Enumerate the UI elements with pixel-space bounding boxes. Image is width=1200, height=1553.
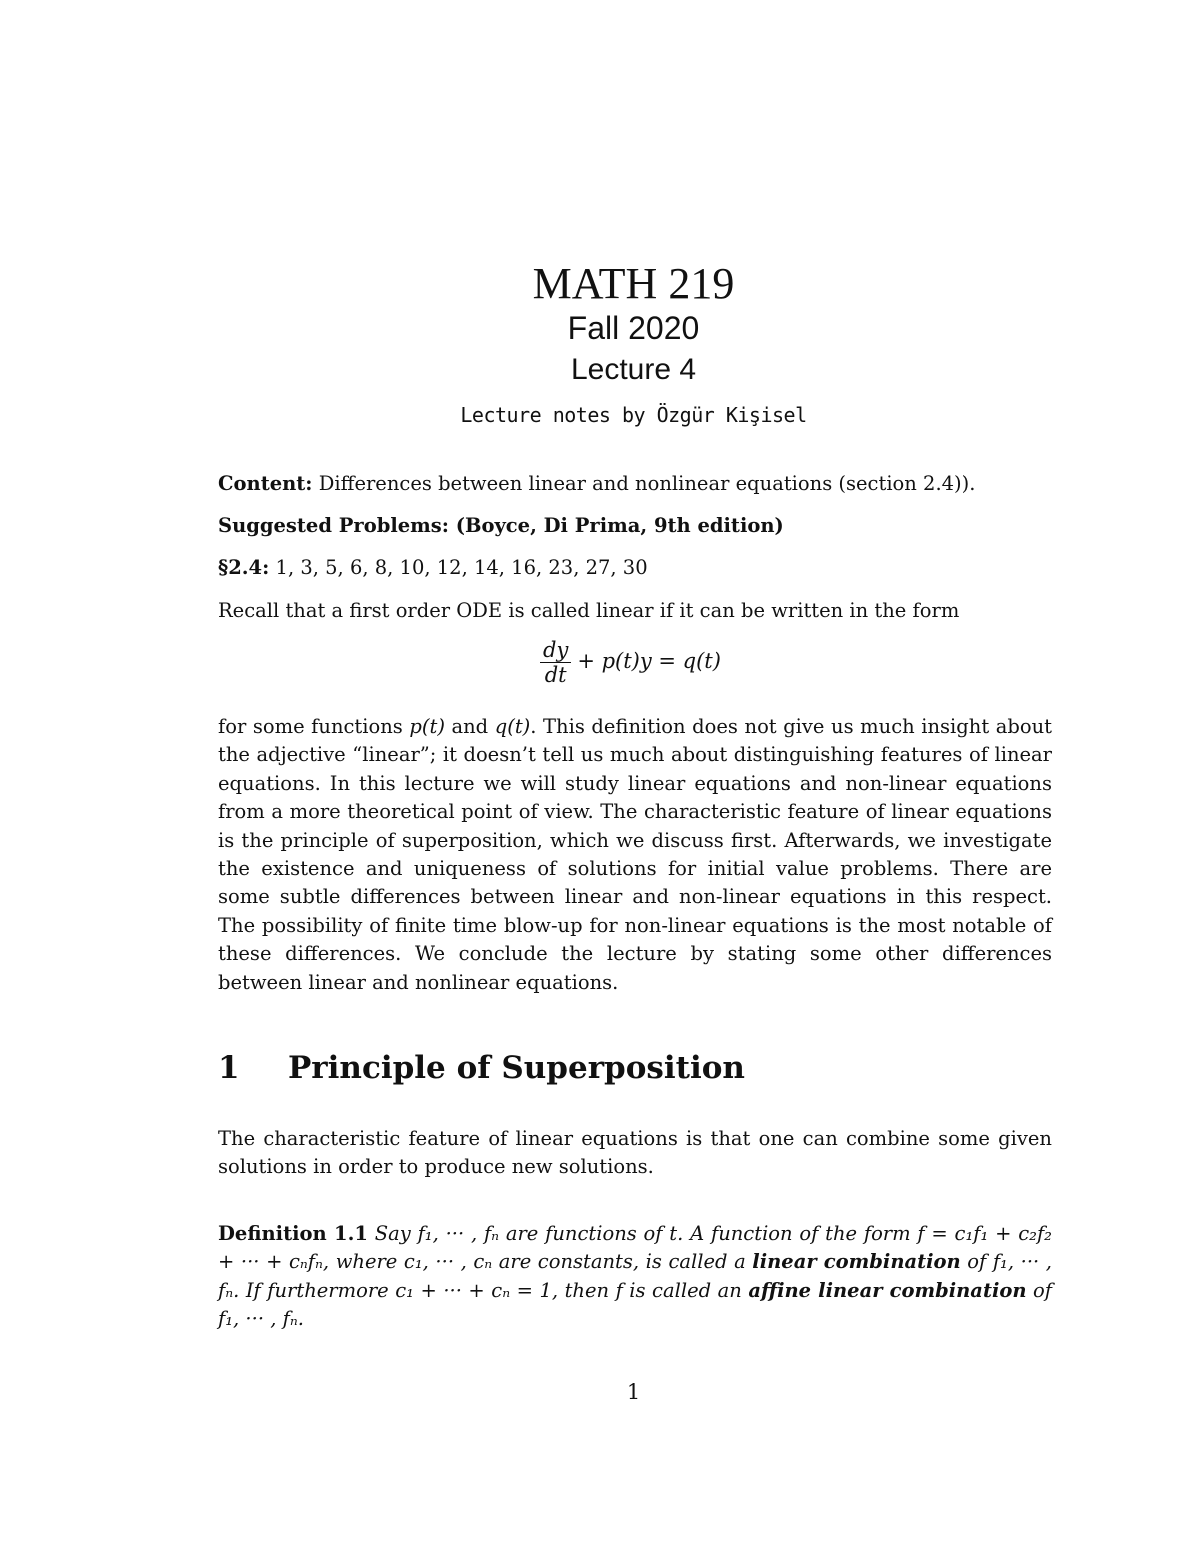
section-heading [218, 1050, 745, 1086]
content-text: Differences between linear and nonlinear equations (section 2.4)). [318, 472, 976, 495]
p-function: p(t) [409, 715, 445, 738]
content-label: Content: [218, 472, 313, 495]
section-title: Principle of Superposition [288, 1050, 745, 1086]
page-number: 1 [626, 1380, 641, 1404]
suggested-problems-label: Suggested Problems: (Boyce, Di Prima, 9th edition) [218, 514, 784, 537]
lecture-subtitle: Lecture 4 [570, 353, 697, 386]
intro-lead: for some functions [218, 715, 410, 738]
q-function: q(t) [494, 715, 531, 738]
definition-text-b: of f₁, ··· , fₙ. If furthermore c₁ + ··· + cₙ = 1, then f is called an [218, 1250, 1052, 1302]
section-ref-problems: 1, 3, 5, 6, 8, 10, 12, 14, 16, 23, 27, 30 [275, 556, 648, 579]
term-subtitle: Fall 2020 [567, 310, 700, 346]
definition-text-c: of f₁, ··· , fₙ. [218, 1278, 1053, 1331]
definition-label: Definition 1.1 [218, 1222, 368, 1245]
section-paragraph: The characteristic feature of linear equations is that one can combine some given solutions in order to produce new solutions. [218, 1127, 1052, 1179]
section-number: 1 [218, 1050, 240, 1086]
equation-rest: + p(t)y = q(t) [577, 649, 721, 673]
section-ref-label: §2.4: [218, 556, 270, 579]
fraction-denominator: dt [544, 663, 567, 687]
derivative-fraction [540, 638, 571, 687]
intro-body: . This definition does not give us much insight about the adjective “linear”; it doesn’t tell us much about distinguishing features of linear equations. In this lecture we will study linear equations and non-linear equations from a more theoretical point of view. The characteristic feature of linear equations is the principle of superposition, which we discuss first. Afterwards, we investigate the existence and uniqueness of solutions for initial value problems. There are some subtle differences between linear and non-linear equations in this respect. The possibility of finite time blow-up for non-linear equations is the most notable of these differences. We conclude the lecture by stating some other differences between linear and nonlinear equations. [218, 715, 1052, 994]
fraction-numerator: dy [540, 638, 571, 663]
linear-ode-equation [540, 638, 721, 687]
course-title: MATH 219 [532, 259, 735, 308]
term-affine-linear-combination: affine linear combination [748, 1278, 1027, 1302]
content-line [218, 472, 1052, 495]
section-problems-line [218, 556, 1052, 579]
definition-block [218, 1220, 1052, 1334]
recall-sentence: Recall that a first order ODE is called linear if it can be written in the form [218, 599, 960, 622]
intro-paragraph [218, 713, 1052, 997]
term-linear-combination: linear combination [752, 1250, 961, 1274]
author-line: Lecture notes by Özgür Kişisel [460, 403, 807, 427]
intro-and: and [444, 715, 495, 738]
definition-text-a: Say f₁, ··· , fₙ are functions of t. A function of the form f = c₁f₁ + c₂f₂ + ··· + cₙfₙ, where c₁, ··· , cₙ are constants, is called a [218, 1222, 1052, 1274]
